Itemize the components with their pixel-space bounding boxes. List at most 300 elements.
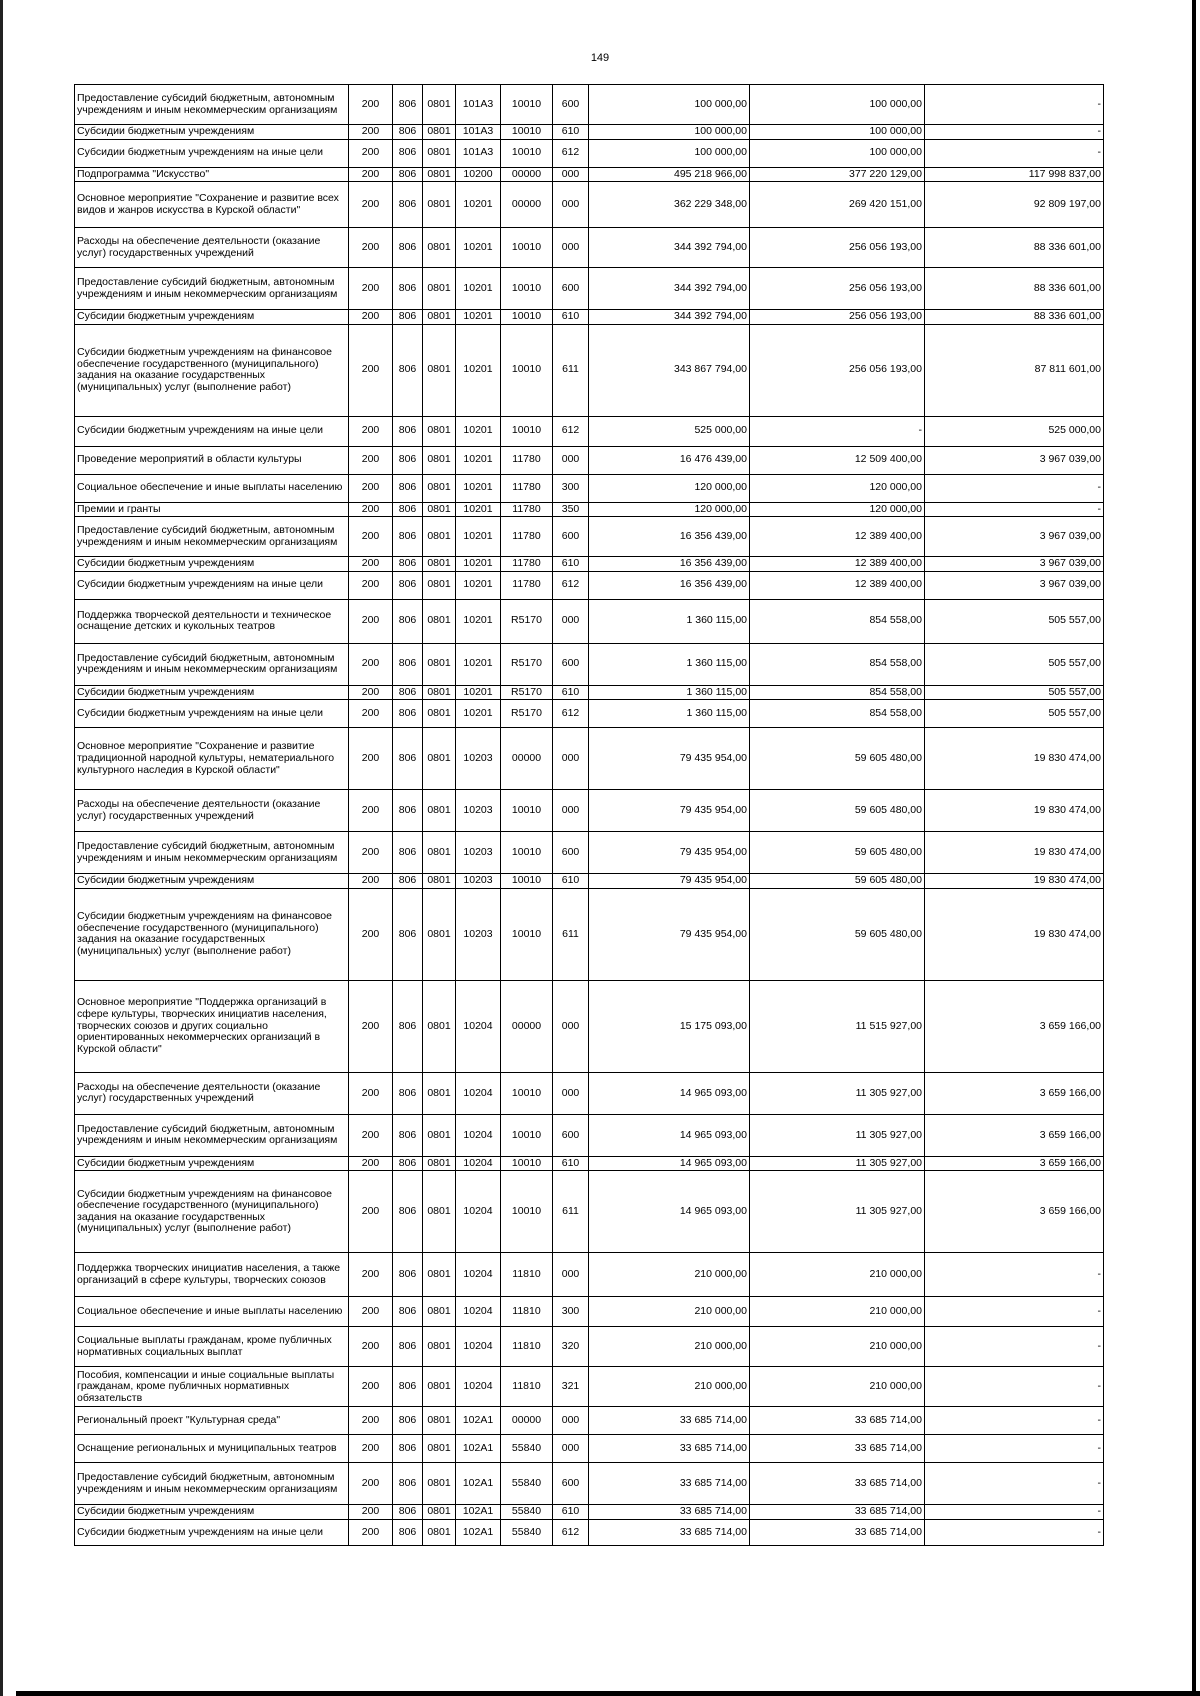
code-program: 101A3 [456, 125, 501, 140]
code-b: 806 [393, 416, 423, 446]
code-section: 0801 [423, 557, 456, 572]
amount-total: 1 360 115,00 [589, 643, 750, 685]
code-expense-type: 600 [553, 517, 589, 557]
amount-federal: 505 557,00 [925, 643, 1104, 685]
row-name: Расходы на обеспечение деятельности (оказание услуг) государственных учреждений [75, 228, 349, 268]
row-name: Предоставление субсидий бюджетным, автономным учреждениям и иным некоммерческим организациям [75, 268, 349, 310]
table-row [75, 446, 1104, 474]
table-row [75, 1156, 1104, 1171]
amount-total: 14 965 093,00 [589, 1156, 750, 1171]
code-a: 200 [349, 1505, 393, 1520]
amount-regional: 100 000,00 [750, 139, 925, 167]
code-expense-type: 610 [553, 557, 589, 572]
code-expense-type: 612 [553, 139, 589, 167]
code-program: 10201 [456, 502, 501, 517]
row-name: Субсидии бюджетным учреждениям [75, 125, 349, 140]
code-direction: 10010 [501, 832, 553, 874]
code-a: 200 [349, 888, 393, 980]
amount-federal: - [925, 139, 1104, 167]
amount-federal: 19 830 474,00 [925, 888, 1104, 980]
amount-federal: - [925, 125, 1104, 140]
code-section: 0801 [423, 139, 456, 167]
code-program: 10203 [456, 790, 501, 832]
code-b: 806 [393, 1253, 423, 1297]
code-direction: 10010 [501, 1171, 553, 1253]
table-row [75, 874, 1104, 889]
code-section: 0801 [423, 685, 456, 700]
code-a: 200 [349, 502, 393, 517]
code-section: 0801 [423, 888, 456, 980]
code-expense-type: 600 [553, 1114, 589, 1156]
amount-regional: 11 305 927,00 [750, 1156, 925, 1171]
row-name: Субсидии бюджетным учреждениям на иные цели [75, 139, 349, 167]
amount-federal: - [925, 1505, 1104, 1520]
code-b: 806 [393, 700, 423, 728]
code-direction: 11780 [501, 517, 553, 557]
code-direction: 00000 [501, 980, 553, 1072]
code-program: 10201 [456, 557, 501, 572]
code-program: 10204 [456, 1253, 501, 1297]
code-section: 0801 [423, 980, 456, 1072]
amount-federal: - [925, 1435, 1104, 1463]
page-number: 149 [590, 52, 610, 64]
row-name: Основное мероприятие "Сохранение и развитие всех видов и жанров искусства в Курской области" [75, 182, 349, 228]
table-row [75, 416, 1104, 446]
amount-federal: 3 967 039,00 [925, 446, 1104, 474]
code-program: 10204 [456, 1297, 501, 1327]
table-row [75, 728, 1104, 790]
row-name: Поддержка творческих инициатив населения, а также организаций в сфере культуры, творческих союзов [75, 1253, 349, 1297]
amount-federal: 117 998 837,00 [925, 167, 1104, 182]
code-direction: R5170 [501, 685, 553, 700]
amount-total: 210 000,00 [589, 1327, 750, 1367]
row-name: Поддержка творческой деятельности и техническое оснащение детских и кукольных театров [75, 599, 349, 643]
code-section: 0801 [423, 1072, 456, 1114]
code-section: 0801 [423, 474, 456, 502]
code-direction: 11810 [501, 1367, 553, 1407]
code-section: 0801 [423, 728, 456, 790]
table-row [75, 1327, 1104, 1367]
table-row [75, 685, 1104, 700]
code-program: 10204 [456, 1114, 501, 1156]
amount-regional: 33 685 714,00 [750, 1463, 925, 1505]
code-a: 200 [349, 474, 393, 502]
amount-regional: 854 558,00 [750, 599, 925, 643]
amount-total: 79 435 954,00 [589, 832, 750, 874]
code-b: 806 [393, 268, 423, 310]
code-a: 200 [349, 416, 393, 446]
code-section: 0801 [423, 1407, 456, 1435]
row-name: Расходы на обеспечение деятельности (оказание услуг) государственных учреждений [75, 1072, 349, 1114]
code-section: 0801 [423, 1327, 456, 1367]
code-direction: 00000 [501, 1407, 553, 1435]
code-section: 0801 [423, 1156, 456, 1171]
amount-total: 16 356 439,00 [589, 557, 750, 572]
row-name: Субсидии бюджетным учреждениям на финансовое обеспечение государственного (муниципального) задания на оказание государственных (муниципальных) услуг (выполнение работ) [75, 1171, 349, 1253]
table-row [75, 1297, 1104, 1327]
table-row [75, 1505, 1104, 1520]
code-section: 0801 [423, 310, 456, 325]
amount-federal: 88 336 601,00 [925, 228, 1104, 268]
row-name: Субсидии бюджетным учреждениям [75, 1156, 349, 1171]
amount-total: 495 218 966,00 [589, 167, 750, 182]
code-b: 806 [393, 1114, 423, 1156]
code-a: 200 [349, 1367, 393, 1407]
row-name: Предоставление субсидий бюджетным, автономным учреждениям и иным некоммерческим организациям [75, 643, 349, 685]
row-name: Проведение мероприятий в области культуры [75, 446, 349, 474]
code-section: 0801 [423, 599, 456, 643]
amount-federal: 3 967 039,00 [925, 557, 1104, 572]
code-a: 200 [349, 1519, 393, 1545]
amount-regional: 854 558,00 [750, 700, 925, 728]
code-a: 200 [349, 324, 393, 416]
amount-regional: 120 000,00 [750, 502, 925, 517]
code-expense-type: 321 [553, 1367, 589, 1407]
row-name: Субсидии бюджетным учреждениям на финансовое обеспечение государственного (муниципального) задания на оказание государственных (муниципальных) услуг (выполнение работ) [75, 888, 349, 980]
code-a: 200 [349, 571, 393, 599]
table-row [75, 790, 1104, 832]
amount-total: 33 685 714,00 [589, 1407, 750, 1435]
code-b: 806 [393, 310, 423, 325]
amount-total: 14 965 093,00 [589, 1114, 750, 1156]
row-name: Субсидии бюджетным учреждениям [75, 1505, 349, 1520]
code-section: 0801 [423, 324, 456, 416]
scan-right-edge [1192, 0, 1196, 1696]
amount-federal: 525 000,00 [925, 416, 1104, 446]
amount-regional: 33 685 714,00 [750, 1505, 925, 1520]
code-expense-type: 611 [553, 888, 589, 980]
row-name: Предоставление субсидий бюджетным, автономным учреждениям и иным некоммерческим организациям [75, 517, 349, 557]
code-expense-type: 320 [553, 1327, 589, 1367]
amount-regional: 11 305 927,00 [750, 1114, 925, 1156]
code-expense-type: 610 [553, 685, 589, 700]
code-direction: 10010 [501, 416, 553, 446]
code-b: 806 [393, 643, 423, 685]
table-row [75, 599, 1104, 643]
amount-total: 344 392 794,00 [589, 310, 750, 325]
code-a: 200 [349, 139, 393, 167]
amount-federal: 19 830 474,00 [925, 832, 1104, 874]
code-a: 200 [349, 700, 393, 728]
table-row [75, 832, 1104, 874]
code-direction: 00000 [501, 728, 553, 790]
amount-federal: - [925, 1407, 1104, 1435]
code-program: 10204 [456, 1327, 501, 1367]
table-row [75, 85, 1104, 125]
row-name: Региональный проект "Культурная среда" [75, 1407, 349, 1435]
amount-regional: 210 000,00 [750, 1367, 925, 1407]
code-program: 10204 [456, 1367, 501, 1407]
amount-federal: - [925, 1367, 1104, 1407]
code-b: 806 [393, 685, 423, 700]
code-section: 0801 [423, 700, 456, 728]
amount-total: 14 965 093,00 [589, 1072, 750, 1114]
code-program: 10201 [456, 571, 501, 599]
amount-total: 210 000,00 [589, 1253, 750, 1297]
code-program: 102A1 [456, 1407, 501, 1435]
amount-federal: - [925, 85, 1104, 125]
code-section: 0801 [423, 1463, 456, 1505]
code-expense-type: 611 [553, 1171, 589, 1253]
code-b: 806 [393, 324, 423, 416]
code-program: 10201 [456, 599, 501, 643]
amount-total: 120 000,00 [589, 474, 750, 502]
code-program: 10203 [456, 728, 501, 790]
code-direction: 11780 [501, 502, 553, 517]
code-a: 200 [349, 1407, 393, 1435]
code-a: 200 [349, 517, 393, 557]
table-row [75, 1435, 1104, 1463]
amount-total: 1 360 115,00 [589, 599, 750, 643]
amount-federal: - [925, 474, 1104, 502]
code-direction: 10010 [501, 790, 553, 832]
code-section: 0801 [423, 874, 456, 889]
code-b: 806 [393, 599, 423, 643]
code-a: 200 [349, 1171, 393, 1253]
code-expense-type: 300 [553, 474, 589, 502]
amount-total: 1 360 115,00 [589, 700, 750, 728]
code-a: 200 [349, 1463, 393, 1505]
row-name: Социальное обеспечение и иные выплаты населению [75, 1297, 349, 1327]
code-section: 0801 [423, 268, 456, 310]
code-b: 806 [393, 85, 423, 125]
code-direction: 10010 [501, 1156, 553, 1171]
code-b: 806 [393, 728, 423, 790]
code-expense-type: 000 [553, 1072, 589, 1114]
code-b: 806 [393, 1463, 423, 1505]
row-name: Субсидии бюджетным учреждениям на иные цели [75, 700, 349, 728]
code-a: 200 [349, 1435, 393, 1463]
code-direction: 11780 [501, 474, 553, 502]
code-b: 806 [393, 1171, 423, 1253]
table-row [75, 1367, 1104, 1407]
row-name: Пособия, компенсации и иные социальные выплаты гражданам, кроме публичных нормативных обязательств [75, 1367, 349, 1407]
table-row [75, 268, 1104, 310]
amount-regional: 256 056 193,00 [750, 228, 925, 268]
code-program: 10201 [456, 685, 501, 700]
amount-federal: - [925, 1253, 1104, 1297]
code-a: 200 [349, 1253, 393, 1297]
table-row [75, 324, 1104, 416]
code-a: 200 [349, 790, 393, 832]
amount-regional: - [750, 416, 925, 446]
code-a: 200 [349, 557, 393, 572]
code-a: 200 [349, 228, 393, 268]
amount-regional: 269 420 151,00 [750, 182, 925, 228]
code-expense-type: 612 [553, 416, 589, 446]
row-name: Подпрограмма "Искусство" [75, 167, 349, 182]
code-section: 0801 [423, 1435, 456, 1463]
table-row [75, 571, 1104, 599]
amount-federal: 3 659 166,00 [925, 1171, 1104, 1253]
code-direction: 11780 [501, 557, 553, 572]
code-program: 10201 [456, 324, 501, 416]
code-a: 200 [349, 728, 393, 790]
code-direction: 10010 [501, 888, 553, 980]
row-name: Субсидии бюджетным учреждениям [75, 310, 349, 325]
amount-total: 16 476 439,00 [589, 446, 750, 474]
amount-total: 100 000,00 [589, 85, 750, 125]
code-expense-type: 610 [553, 310, 589, 325]
amount-federal: - [925, 1297, 1104, 1327]
row-name: Предоставление субсидий бюджетным, автономным учреждениям и иным некоммерческим организациям [75, 1463, 349, 1505]
code-section: 0801 [423, 1297, 456, 1327]
amount-total: 79 435 954,00 [589, 790, 750, 832]
row-name: Оснащение региональных и муниципальных театров [75, 1435, 349, 1463]
code-a: 200 [349, 125, 393, 140]
table-row [75, 310, 1104, 325]
code-a: 200 [349, 446, 393, 474]
code-b: 806 [393, 502, 423, 517]
code-a: 200 [349, 599, 393, 643]
amount-regional: 210 000,00 [750, 1253, 925, 1297]
amount-federal: 19 830 474,00 [925, 790, 1104, 832]
amount-regional: 854 558,00 [750, 685, 925, 700]
amount-regional: 33 685 714,00 [750, 1519, 925, 1545]
code-program: 10201 [456, 446, 501, 474]
table-row [75, 1171, 1104, 1253]
amount-total: 120 000,00 [589, 502, 750, 517]
amount-regional: 854 558,00 [750, 643, 925, 685]
code-expense-type: 600 [553, 85, 589, 125]
amount-federal: 87 811 601,00 [925, 324, 1104, 416]
amount-federal: 505 557,00 [925, 599, 1104, 643]
code-section: 0801 [423, 643, 456, 685]
code-program: 10201 [456, 228, 501, 268]
amount-federal: - [925, 1327, 1104, 1367]
row-name: Основное мероприятие "Поддержка организаций в сфере культуры, творческих инициатив населения, творческих союзов и других социально ориентированных некоммерческих организаций в Курской области" [75, 980, 349, 1072]
code-program: 102A1 [456, 1505, 501, 1520]
amount-total: 344 392 794,00 [589, 228, 750, 268]
row-name: Социальное обеспечение и иные выплаты населению [75, 474, 349, 502]
code-section: 0801 [423, 85, 456, 125]
amount-regional: 120 000,00 [750, 474, 925, 502]
code-b: 806 [393, 446, 423, 474]
table-row [75, 557, 1104, 572]
amount-regional: 100 000,00 [750, 125, 925, 140]
code-expense-type: 610 [553, 125, 589, 140]
code-expense-type: 000 [553, 790, 589, 832]
code-section: 0801 [423, 517, 456, 557]
amount-total: 1 360 115,00 [589, 685, 750, 700]
code-direction: 10010 [501, 85, 553, 125]
code-expense-type: 600 [553, 643, 589, 685]
table-row [75, 700, 1104, 728]
code-program: 102A1 [456, 1463, 501, 1505]
code-program: 10201 [456, 182, 501, 228]
amount-regional: 256 056 193,00 [750, 324, 925, 416]
code-section: 0801 [423, 790, 456, 832]
amount-regional: 256 056 193,00 [750, 268, 925, 310]
code-section: 0801 [423, 1114, 456, 1156]
code-program: 10203 [456, 832, 501, 874]
code-b: 806 [393, 888, 423, 980]
code-program: 10203 [456, 888, 501, 980]
code-b: 806 [393, 125, 423, 140]
code-expense-type: 611 [553, 324, 589, 416]
amount-regional: 256 056 193,00 [750, 310, 925, 325]
code-b: 806 [393, 139, 423, 167]
code-b: 806 [393, 790, 423, 832]
row-name: Социальные выплаты гражданам, кроме публичных нормативных социальных выплат [75, 1327, 349, 1367]
amount-regional: 12 509 400,00 [750, 446, 925, 474]
code-direction: R5170 [501, 700, 553, 728]
code-a: 200 [349, 980, 393, 1072]
amount-regional: 11 515 927,00 [750, 980, 925, 1072]
code-direction: 10010 [501, 874, 553, 889]
row-name: Основное мероприятие "Сохранение и развитие традиционной народной культуры, нематериального культурного наследия в Курской области" [75, 728, 349, 790]
amount-regional: 11 305 927,00 [750, 1171, 925, 1253]
code-b: 806 [393, 517, 423, 557]
code-b: 806 [393, 571, 423, 599]
amount-regional: 12 389 400,00 [750, 571, 925, 599]
code-section: 0801 [423, 125, 456, 140]
code-b: 806 [393, 167, 423, 182]
table-row [75, 643, 1104, 685]
code-b: 806 [393, 474, 423, 502]
code-direction: 55840 [501, 1435, 553, 1463]
code-direction: 00000 [501, 167, 553, 182]
code-expense-type: 000 [553, 228, 589, 268]
code-expense-type: 600 [553, 832, 589, 874]
code-direction: 10010 [501, 1114, 553, 1156]
row-name: Субсидии бюджетным учреждениям на иные цели [75, 1519, 349, 1545]
row-name: Субсидии бюджетным учреждениям на финансовое обеспечение государственного (муниципального) задания на оказание государственных (муниципальных) услуг (выполнение работ) [75, 324, 349, 416]
code-section: 0801 [423, 1367, 456, 1407]
amount-total: 210 000,00 [589, 1297, 750, 1327]
code-direction: 10010 [501, 228, 553, 268]
row-name: Премии и гранты [75, 502, 349, 517]
amount-regional: 210 000,00 [750, 1297, 925, 1327]
row-name: Субсидии бюджетным учреждениям [75, 874, 349, 889]
code-section: 0801 [423, 1519, 456, 1545]
code-program: 102A1 [456, 1519, 501, 1545]
code-a: 200 [349, 1297, 393, 1327]
row-name: Расходы на обеспечение деятельности (оказание услуг) государственных учреждений [75, 790, 349, 832]
amount-total: 344 392 794,00 [589, 268, 750, 310]
code-expense-type: 612 [553, 700, 589, 728]
amount-total: 33 685 714,00 [589, 1519, 750, 1545]
table-row [75, 1072, 1104, 1114]
scan-bottom-edge [16, 1691, 1200, 1696]
budget-table [74, 84, 1104, 1546]
amount-federal: 88 336 601,00 [925, 310, 1104, 325]
amount-regional: 59 605 480,00 [750, 728, 925, 790]
code-b: 806 [393, 874, 423, 889]
amount-regional: 33 685 714,00 [750, 1435, 925, 1463]
code-direction: 55840 [501, 1505, 553, 1520]
code-section: 0801 [423, 167, 456, 182]
amount-federal: 3 967 039,00 [925, 571, 1104, 599]
code-expense-type: 300 [553, 1297, 589, 1327]
code-program: 10201 [456, 643, 501, 685]
code-direction: 10010 [501, 139, 553, 167]
row-name: Субсидии бюджетным учреждениям [75, 685, 349, 700]
code-section: 0801 [423, 1505, 456, 1520]
amount-total: 100 000,00 [589, 139, 750, 167]
code-program: 102A1 [456, 1435, 501, 1463]
amount-federal: 92 809 197,00 [925, 182, 1104, 228]
code-direction: R5170 [501, 599, 553, 643]
amount-federal: 505 557,00 [925, 700, 1104, 728]
amount-total: 362 229 348,00 [589, 182, 750, 228]
table-row [75, 474, 1104, 502]
code-b: 806 [393, 1156, 423, 1171]
code-b: 806 [393, 1505, 423, 1520]
code-expense-type: 612 [553, 571, 589, 599]
table-row [75, 980, 1104, 1072]
code-b: 806 [393, 228, 423, 268]
